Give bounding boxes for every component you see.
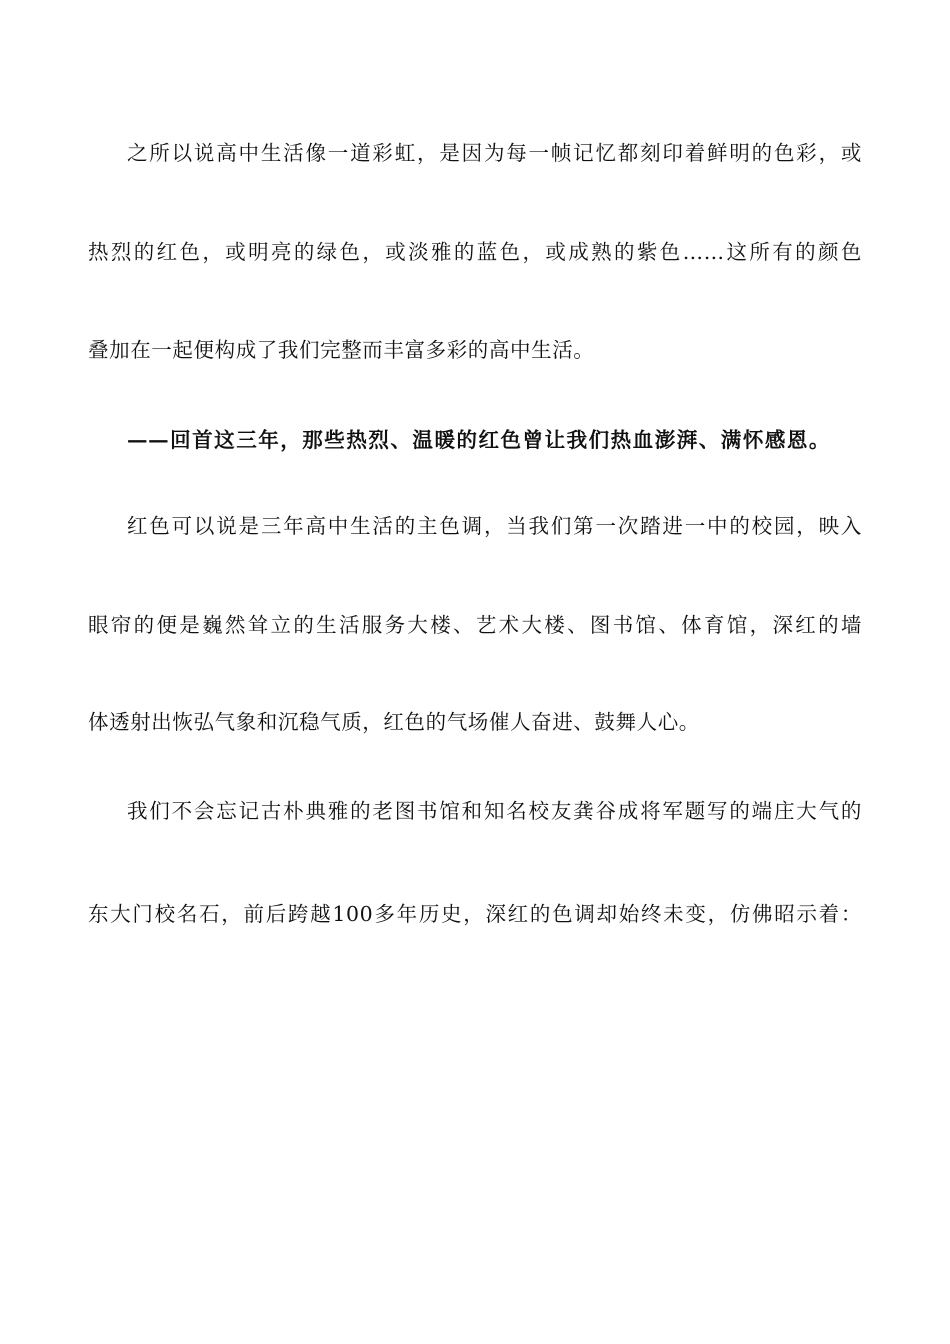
paragraph-3-line-2: 东大门校名石，前后跨越100多年历史，深红的色调却始终未变，仿佛昭示着： [88, 902, 862, 926]
paragraph-2-line-3: 体透射出恢弘气象和沉稳气质，红色的气场催人奋进、鼓舞人心。 [88, 710, 700, 734]
section-heading: ——回首这三年，那些热烈、温暖的红色曾让我们热血澎湃、满怀感恩。 [127, 428, 830, 452]
paragraph-1-line-3: 叠加在一起便构成了我们完整而丰富多彩的高中生活。 [88, 338, 595, 362]
paragraph-1-line-1: 之所以说高中生活像一道彩虹，是因为每一帧记忆都刻印着鲜明的色彩，或 [127, 141, 862, 165]
paragraph-1-line-2: 热烈的红色，或明亮的绿色，或淡雅的蓝色，或成熟的紫色……这所有的颜色 [88, 240, 862, 264]
paragraph-3-line-1: 我们不会忘记古朴典雅的老图书馆和知名校友龚谷成将军题写的端庄大气的 [127, 799, 862, 823]
paragraph-2-line-2: 眼帘的便是巍然耸立的生活服务大楼、艺术大楼、图书馆、体育馆，深红的墙 [88, 613, 862, 637]
paragraph-2-line-1: 红色可以说是三年高中生活的主色调，当我们第一次踏进一中的校园，映入 [127, 514, 862, 538]
